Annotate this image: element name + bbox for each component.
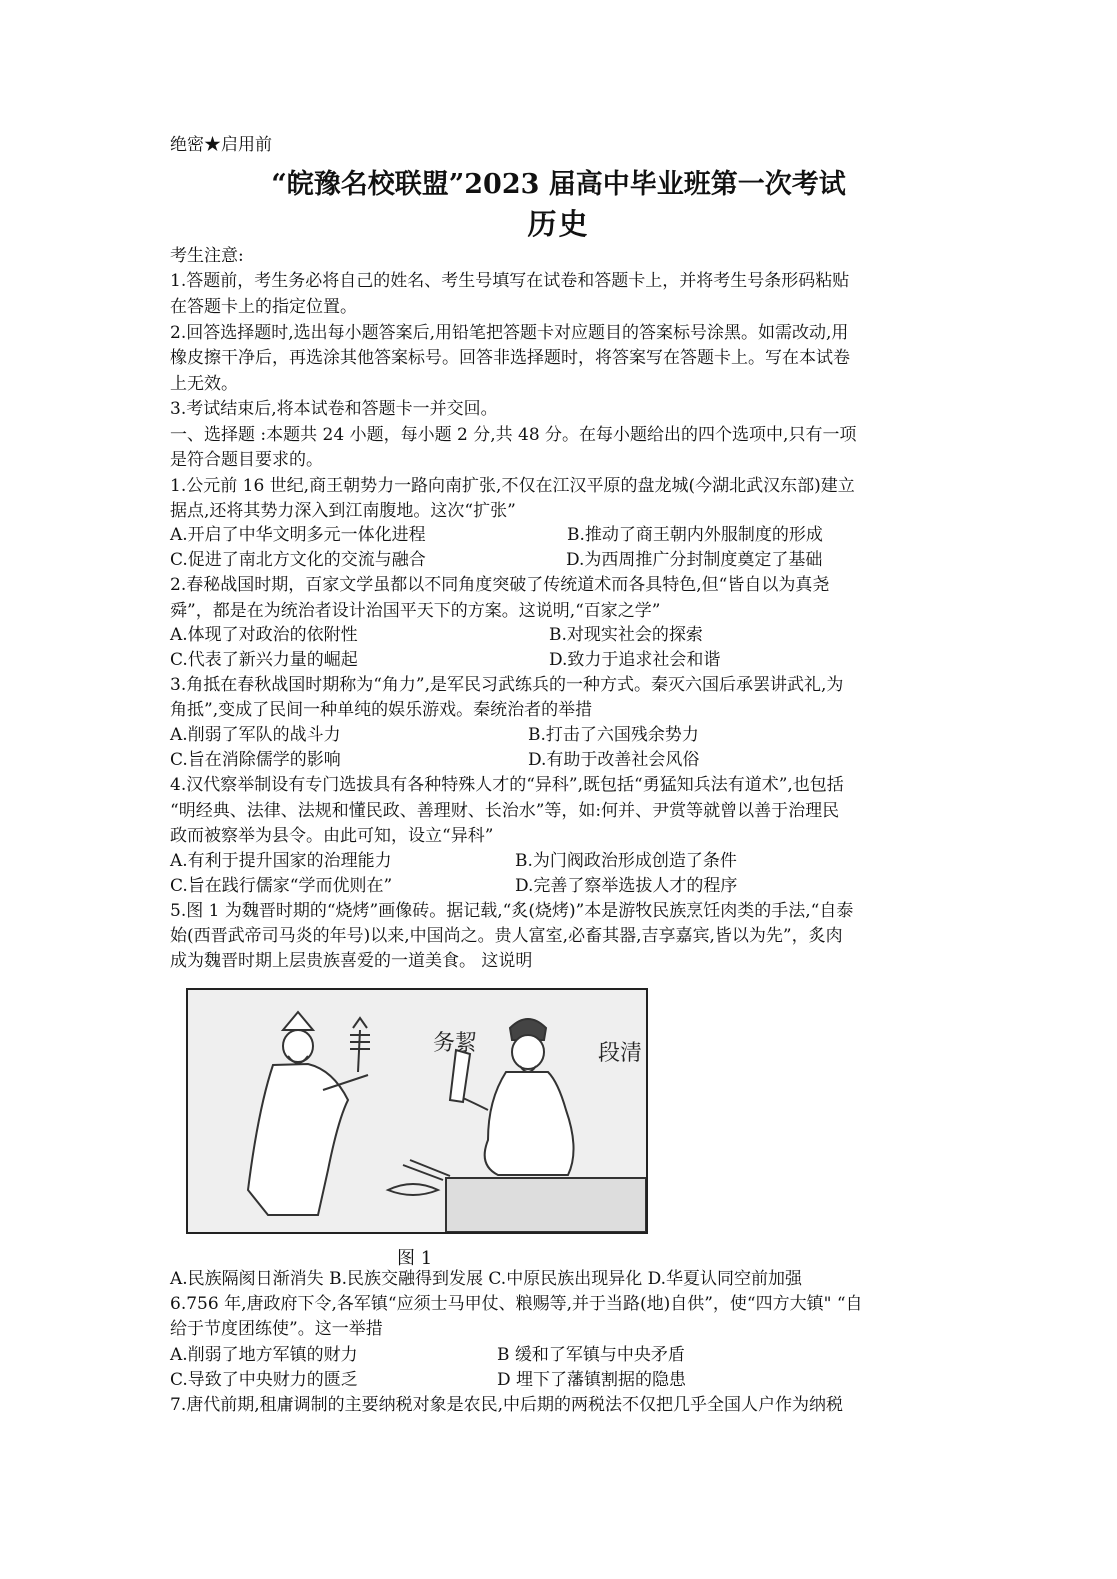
note-line: 2.回答选择题时,选出每小题答案后,用铅笔把答题卡对应题目的答案标号涂黑。如需改动,用 [170, 323, 849, 343]
note-line: 1.答题前，考生务必将自己的姓名、考生号填写在试卷和答题卡上，并将考生号条形码粘贴 [170, 271, 850, 291]
question-4-option-d: D.完善了察举选拔人才的程序 [515, 876, 738, 896]
note-line: 在答题卡上的指定位置。 [170, 297, 357, 317]
question-5-options: A.民族隔阂日渐消失 B.民族交融得到发展 C.中原民族出现异化 D.华夏认同空前加强 [170, 1269, 803, 1289]
question-1-option-d: D.为西周推广分封制度奠定了基础 [566, 550, 823, 570]
note-line: 3.考试结束后,将本试卷和答题卡一并交回。 [170, 399, 498, 419]
question-4-option-a: A.有利于提升国家的治理能力 [170, 851, 392, 871]
section-heading: 一、选择题 :本题共 24 小题，每小题 2 分,共 48 分。在每小题给出的四个选项中,只有一项 [170, 425, 857, 445]
question-2-option-d: D.致力于追求社会和谐 [549, 650, 721, 670]
question-6-stem: 6.756 年,唐政府下令,各军镇“应须士马甲仗、粮赐等,并于当路(地)自供”，使“四方大镇" “自 [170, 1294, 863, 1314]
question-5-stem: 成为魏晋时期上层贵族喜爱的一道美食。 这说明 [170, 951, 533, 971]
subject-title: 历史 [527, 207, 590, 241]
figure-label-right: 段清 [598, 1041, 643, 1066]
question-3-stem: 3.角抵在春秋战国时期称为“角力”,是军民习武练兵的一种方式。秦灭六国后承罢讲武礼,为 [170, 675, 844, 695]
figure-label-left: 务絜 [433, 1031, 478, 1056]
question-3-option-b: B.打击了六国残余势力 [528, 725, 699, 745]
question-2-option-b: B.对现实社会的探索 [549, 625, 703, 645]
confidential-mark: 绝密★启用前 [170, 135, 272, 155]
question-3-option-c: C.旨在消除儒学的影响 [170, 750, 341, 770]
question-6-option-a: A.削弱了地方军镇的财力 [170, 1345, 358, 1365]
question-2-stem: 2.春秘战国时期，百家文学虽都以不同角度突破了传统道术而各具特色,但“皆自以为真尧 [170, 575, 830, 595]
notes-heading: 考生注意: [170, 246, 244, 266]
question-6-option-b: B 缓和了军镇与中央矛盾 [497, 1345, 685, 1365]
question-6-option-d: D 埋下了藩镇割据的隐患 [497, 1370, 687, 1390]
question-3-stem: 角抵”,变成了民间一种单纯的娱乐游戏。秦统治者的举措 [170, 700, 593, 720]
question-2-option-c: C.代表了新兴力量的崛起 [170, 650, 358, 670]
exam-title: “皖豫名校联盟”2023 届高中毕业班第一次考试 [271, 169, 846, 200]
question-1-stem: 据点,还将其势力深入到江南腹地。这次“扩张” [170, 501, 516, 521]
question-4-option-c: C.旨在践行儒家“学而优则在” [170, 876, 393, 896]
section-heading-cont: 是符合题目要求的。 [170, 450, 323, 470]
figure-caption: 图 1 [397, 1248, 433, 1269]
question-3-option-d: D.有助于改善社会风俗 [528, 750, 700, 770]
question-3-option-a: A.削弱了军队的战斗力 [170, 725, 341, 745]
question-2-option-a: A.体现了对政治的依附性 [170, 625, 358, 645]
question-1-option-c: C.促进了南北方文化的交流与融合 [170, 550, 426, 570]
question-5-stem: 始(西晋武帝司马炎的年号)以来,中国尚之。贵人富室,必畜其器,吉享嘉宾,皆以为先”，炙肉 [170, 926, 843, 946]
question-5-stem: 5.图 1 为魏晋时期的“烧烤”画像砖。据记载,“炙(烧烤)”本是游牧民族烹饪肉类的手法,“自泰 [170, 901, 854, 921]
question-2-stem: 舜”，都是在为统治者设计治国平天下的方案。这说明,“百家之学” [170, 601, 661, 621]
question-1-stem: 1.公元前 16 世纪,商王朝势力一路向南扩张,不仅在江汉平原的盘龙城(今湖北武汉东部)建立 [170, 476, 855, 496]
note-line: 上无效。 [170, 374, 238, 394]
question-1-option-b: B.推动了商王朝内外服制度的形成 [567, 525, 823, 545]
question-6-stem: 给于节度团练使”。这一举措 [170, 1319, 383, 1339]
barbecue-brick-painting [186, 988, 648, 1234]
question-6-option-c: C.导致了中央财力的匮乏 [170, 1370, 358, 1390]
question-4-stem: “明经典、法律、法规和懂民政、善理财、长治水”等，如:何并、尹赏等就曾以善于治理民 [170, 801, 840, 821]
question-4-stem: 4.汉代察举制设有专门选拔具有各种特殊人才的“异科”,既包括“勇猛知兵法有道术”,也包括 [170, 775, 844, 795]
question-7-stem: 7.唐代前期,租庸调制的主要纳税对象是农民,中后期的两税法不仅把几乎全国人户作为纳税 [170, 1395, 844, 1415]
question-1-option-a: A.开启了中华文明多元一体化进程 [170, 525, 426, 545]
brick-painting-drawing [188, 990, 646, 1232]
question-4-option-b: B.为门阀政治形成创造了条件 [515, 851, 737, 871]
question-4-stem: 政而被察举为县令。由此可知，设立“异科” [170, 826, 494, 846]
note-line: 橡皮擦干净后，再选涂其他答案标号。回答非选择题时，将答案写在答题卡上。写在本试卷 [170, 348, 850, 368]
